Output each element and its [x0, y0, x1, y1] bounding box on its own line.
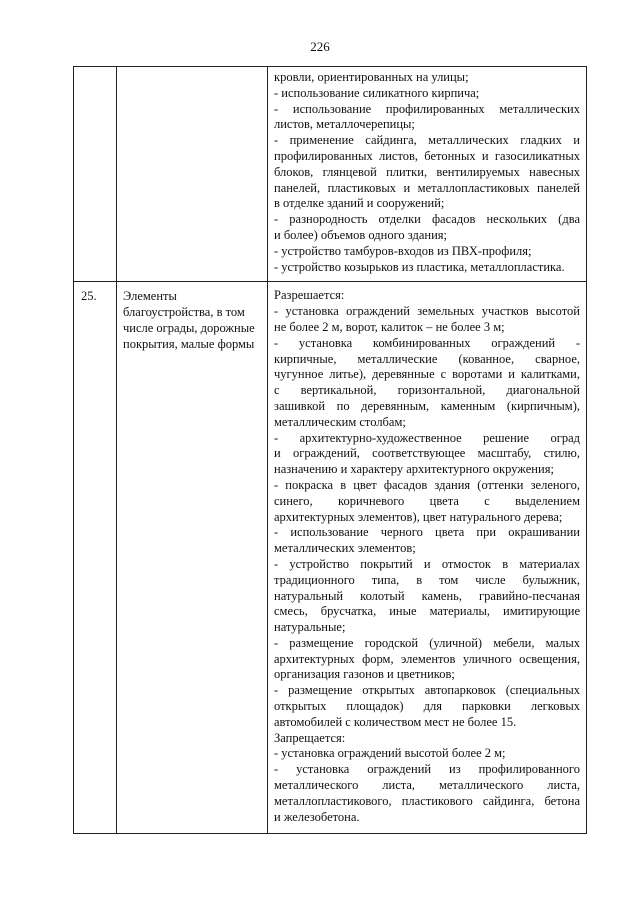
text-line: - устройство козырьков из пластика, металлопластика. — [274, 259, 565, 274]
text-line: - устройство тамбуров-входов из ПВХ-профиля; — [274, 243, 532, 258]
text-line: - использование черного цвета при окрашивании — [274, 525, 580, 540]
text-line: кровли, ориентированных на улицы; — [274, 70, 469, 84]
text-line: - применение сайдинга, металлических гладких и — [274, 133, 580, 148]
text-line: - установка ограждений земельных участков высотой — [274, 304, 580, 319]
text-line: - установка ограждений из профилированного — [274, 762, 580, 777]
row-name-line: благоустройства, в том — [123, 305, 245, 320]
text-line: зашивкой по деревянным, каменным (кирпичным), — [274, 398, 580, 413]
row-number: 25. — [81, 289, 97, 304]
text-line: - размещение открытых автопарковок (специальных — [274, 683, 580, 698]
row-name-line: покрытия, малые формы — [123, 336, 255, 351]
page-number: 226 — [310, 39, 330, 54]
text-line: Разрешается: — [274, 288, 345, 303]
row-name-line: числе ограды, дорожные — [123, 320, 255, 335]
text-line: кирпичные, металлические (кованное, сварное, — [274, 351, 580, 366]
text-line: металлических элементов; — [274, 541, 416, 556]
regulations-table — [73, 66, 587, 834]
text-line: листов, металлочерепицы; — [274, 117, 415, 132]
text-line: и ограждений, соответствующее масштабу, стилю, — [274, 446, 580, 461]
text-line: чугунное литье), деревянные с воротами и калитками, — [274, 367, 580, 382]
text-line: открытых площадок) для парковки легковых — [274, 699, 580, 714]
text-line: назначению и характеру архитектурного окружения; — [274, 462, 554, 477]
row-text-cell — [268, 67, 587, 282]
text-line: - использование силикатного кирпича; — [274, 85, 480, 100]
text-line: архитектурных элементов), цвет натурального дерева; — [274, 509, 563, 524]
text-line: профилированных листов, бетонных и газосиликатных — [274, 148, 580, 163]
text-line: смесь, брусчатка, иные материалы, имитирующие — [274, 604, 580, 619]
text-line: - устройство покрытий и отмосток в материалах — [274, 556, 580, 571]
text-line: синего, коричневого цвета с выделением — [274, 493, 580, 508]
text-line: блоков, глянцевой плитки, вентилируемых навесных — [274, 164, 580, 179]
text-line: металлопластикового, пластикового сайдинга, бетона — [274, 793, 580, 808]
text-line: в отделке зданий и сооружений; — [274, 196, 445, 211]
text-line: организация газонов и цветников; — [274, 667, 455, 682]
text-line: - установка комбинированных ограждений - — [274, 335, 580, 350]
text-line: натуральный колотый камень, гравийно-песчаная — [274, 588, 580, 603]
text-line: металлического листа, металлического листа, — [274, 778, 580, 793]
text-line: металлическим столбам; — [274, 414, 406, 429]
table-row — [74, 282, 587, 834]
text-line: не более 2 м, ворот, калиток – не более 3 м; — [274, 319, 505, 334]
row-text-cell — [268, 282, 587, 834]
text-line: - покраска в цвет фасадов здания (оттенки зеленого, — [274, 477, 580, 492]
row-name-line: Элементы — [123, 289, 177, 304]
text-line: автомобилей с количеством мест не более 15. — [274, 714, 517, 729]
table-row — [74, 67, 587, 282]
text-line: архитектурных форм, элементов уличного освещения, — [274, 651, 580, 666]
row-number-cell — [74, 67, 117, 282]
text-line: - архитектурно-художественное решение оград — [274, 430, 580, 445]
text-line: - размещение городской (уличной) мебели, малых — [274, 635, 580, 650]
text-line: Запрещается: — [274, 730, 346, 745]
text-line: - установка ограждений высотой более 2 м; — [274, 746, 506, 761]
text-line: традиционного типа, в том числе булыжник, — [274, 572, 580, 587]
text-line: и более) объемов одного здания; — [274, 227, 447, 242]
text-line: с вертикальной, горизонтальной, диагональной — [274, 383, 580, 398]
row-number-cell — [74, 282, 117, 834]
text-line: панелей, пластиковых и металлопластиковых панелей — [274, 180, 580, 195]
text-line: - использование профилированных металлических — [274, 101, 580, 116]
row-name-cell — [117, 67, 268, 282]
text-line: натуральные; — [274, 620, 346, 635]
text-line: - разнородность отделки фасадов нескольких (два — [274, 212, 580, 227]
row-name-cell — [117, 282, 268, 834]
text-line: и железобетона. — [274, 809, 360, 824]
